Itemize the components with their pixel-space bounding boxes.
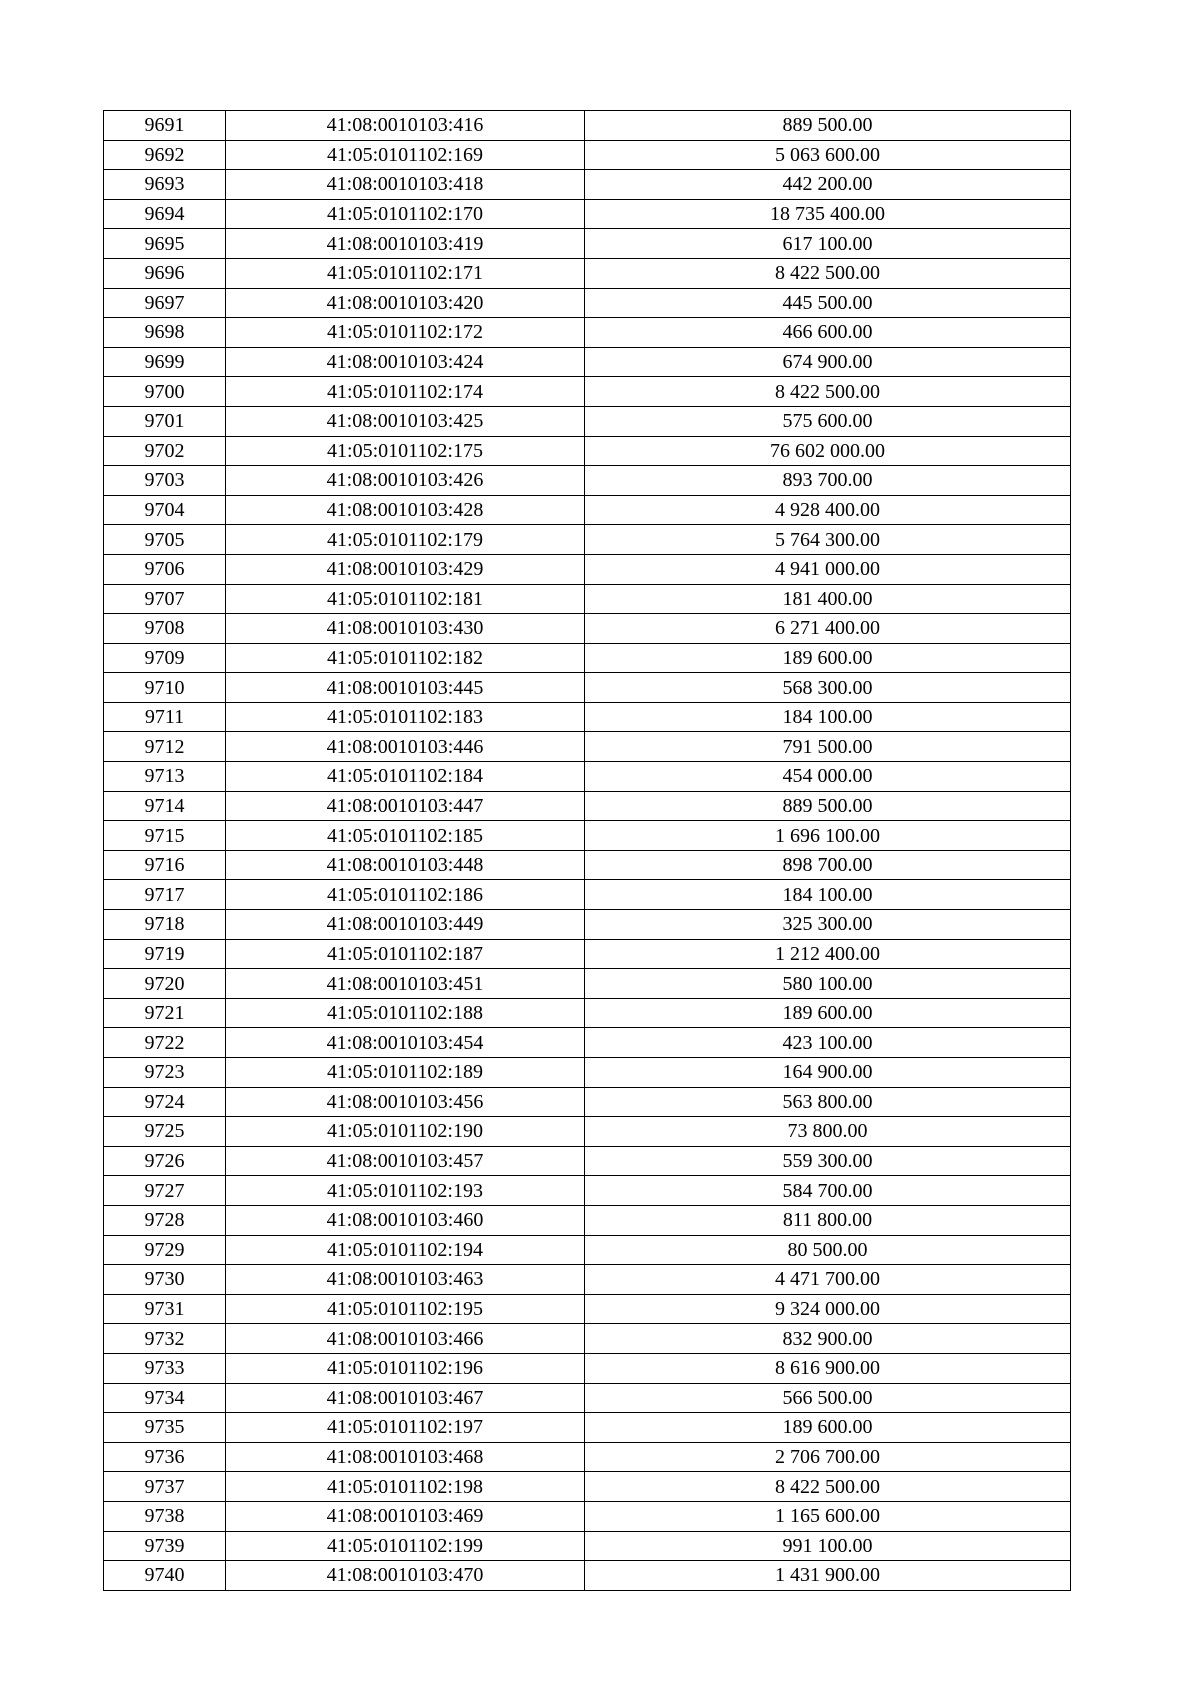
table-row [104,850,1071,880]
cadastral-value-cell: 189 600.00 [585,998,1071,1028]
row-number-cell: 9715 [104,821,226,851]
cadastral-value-cell: 164 900.00 [585,1058,1071,1088]
row-number-cell: 9721 [104,998,226,1028]
row-number-cell: 9694 [104,199,226,229]
table-row [104,1087,1071,1117]
table-row [104,1028,1071,1058]
cadastral-value-cell: 423 100.00 [585,1028,1071,1058]
cadastral-value-cell: 575 600.00 [585,406,1071,436]
table-row [104,199,1071,229]
cadastral-number-cell: 41:08:0010103:420 [226,288,585,318]
row-number-cell: 9732 [104,1324,226,1354]
cadastral-number-cell: 41:05:0101102:170 [226,199,585,229]
row-number-cell: 9716 [104,850,226,880]
cadastral-number-cell: 41:08:0010103:445 [226,673,585,703]
cadastral-number-cell: 41:08:0010103:457 [226,1146,585,1176]
cadastral-value-cell: 889 500.00 [585,791,1071,821]
table-row [104,880,1071,910]
cadastral-number-cell: 41:05:0101102:190 [226,1117,585,1147]
row-number-cell: 9740 [104,1561,226,1591]
table-row [104,1531,1071,1561]
row-number-cell: 9692 [104,140,226,170]
cadastral-number-cell: 41:08:0010103:470 [226,1561,585,1591]
row-number-cell: 9695 [104,229,226,259]
cadastral-value-cell: 2 706 700.00 [585,1442,1071,1472]
cadastral-value-cell: 566 500.00 [585,1383,1071,1413]
table-row [104,377,1071,407]
row-number-cell: 9723 [104,1058,226,1088]
table-row [104,702,1071,732]
cadastral-number-cell: 41:05:0101102:187 [226,939,585,969]
row-number-cell: 9737 [104,1472,226,1502]
cadastral-number-cell: 41:08:0010103:424 [226,347,585,377]
table-row [104,1176,1071,1206]
cadastral-number-cell: 41:08:0010103:429 [226,554,585,584]
table-row [104,258,1071,288]
row-number-cell: 9726 [104,1146,226,1176]
cadastral-value-cell: 674 900.00 [585,347,1071,377]
table-row [104,1324,1071,1354]
cadastral-number-cell: 41:08:0010103:418 [226,170,585,200]
cadastral-value-cell: 181 400.00 [585,584,1071,614]
cadastral-value-cell: 893 700.00 [585,466,1071,496]
row-number-cell: 9722 [104,1028,226,1058]
row-number-cell: 9711 [104,702,226,732]
row-number-cell: 9739 [104,1531,226,1561]
cadastral-value-cell: 76 602 000.00 [585,436,1071,466]
row-number-cell: 9699 [104,347,226,377]
cadastral-value-cell: 8 422 500.00 [585,377,1071,407]
table-row [104,1501,1071,1531]
cadastral-number-cell: 41:08:0010103:454 [226,1028,585,1058]
row-number-cell: 9720 [104,969,226,999]
table-body [104,111,1071,1591]
cadastral-value-cell: 580 100.00 [585,969,1071,999]
table-row [104,732,1071,762]
row-number-cell: 9704 [104,495,226,525]
table-row [104,1442,1071,1472]
cadastral-value-cell: 454 000.00 [585,762,1071,792]
cadastral-number-cell: 41:08:0010103:426 [226,466,585,496]
cadastral-value-cell: 889 500.00 [585,111,1071,141]
cadastral-number-cell: 41:05:0101102:174 [226,377,585,407]
row-number-cell: 9725 [104,1117,226,1147]
cadastral-number-cell: 41:05:0101102:199 [226,1531,585,1561]
row-number-cell: 9697 [104,288,226,318]
table-row [104,1146,1071,1176]
cadastral-value-cell: 898 700.00 [585,850,1071,880]
cadastral-number-cell: 41:05:0101102:182 [226,643,585,673]
table-row [104,1472,1071,1502]
cadastral-value-cell: 811 800.00 [585,1205,1071,1235]
row-number-cell: 9708 [104,614,226,644]
cadastral-number-cell: 41:08:0010103:430 [226,614,585,644]
cadastral-number-cell: 41:05:0101102:172 [226,318,585,348]
table-row [104,1058,1071,1088]
row-number-cell: 9700 [104,377,226,407]
row-number-cell: 9702 [104,436,226,466]
table-row [104,1561,1071,1591]
row-number-cell: 9733 [104,1353,226,1383]
row-number-cell: 9713 [104,762,226,792]
cadastral-number-cell: 41:08:0010103:425 [226,406,585,436]
table-row [104,910,1071,940]
cadastral-number-cell: 41:05:0101102:171 [226,258,585,288]
cadastral-value-cell: 184 100.00 [585,880,1071,910]
table-row [104,436,1071,466]
row-number-cell: 9693 [104,170,226,200]
cadastral-value-cell: 617 100.00 [585,229,1071,259]
row-number-cell: 9691 [104,111,226,141]
row-number-cell: 9710 [104,673,226,703]
table-row [104,229,1071,259]
table-row [104,111,1071,141]
table-row [104,554,1071,584]
row-number-cell: 9705 [104,525,226,555]
cadastral-value-cell: 991 100.00 [585,1531,1071,1561]
cadastral-value-cell: 189 600.00 [585,1413,1071,1443]
cadastral-number-cell: 41:08:0010103:466 [226,1324,585,1354]
cadastral-value-cell: 442 200.00 [585,170,1071,200]
table-row [104,673,1071,703]
cadastral-number-cell: 41:05:0101102:183 [226,702,585,732]
row-number-cell: 9727 [104,1176,226,1206]
table-row [104,939,1071,969]
table-row [104,140,1071,170]
row-number-cell: 9703 [104,466,226,496]
table-row [104,1205,1071,1235]
row-number-cell: 9719 [104,939,226,969]
cadastral-value-cell: 189 600.00 [585,643,1071,673]
cadastral-value-cell: 1 165 600.00 [585,1501,1071,1531]
row-number-cell: 9730 [104,1265,226,1295]
cadastral-value-cell: 6 271 400.00 [585,614,1071,644]
row-number-cell: 9729 [104,1235,226,1265]
cadastral-value-cell: 8 422 500.00 [585,258,1071,288]
cadastral-value-cell: 791 500.00 [585,732,1071,762]
cadastral-number-cell: 41:05:0101102:188 [226,998,585,1028]
table-row [104,525,1071,555]
cadastral-number-cell: 41:08:0010103:447 [226,791,585,821]
cadastral-number-cell: 41:08:0010103:419 [226,229,585,259]
cadastral-value-cell: 832 900.00 [585,1324,1071,1354]
cadastral-number-cell: 41:08:0010103:456 [226,1087,585,1117]
cadastral-number-cell: 41:08:0010103:469 [226,1501,585,1531]
cadastral-value-cell: 80 500.00 [585,1235,1071,1265]
cadastral-number-cell: 41:05:0101102:184 [226,762,585,792]
row-number-cell: 9736 [104,1442,226,1472]
cadastral-number-cell: 41:05:0101102:195 [226,1294,585,1324]
cadastral-number-cell: 41:08:0010103:460 [226,1205,585,1235]
cadastral-number-cell: 41:05:0101102:193 [226,1176,585,1206]
cadastral-number-cell: 41:08:0010103:468 [226,1442,585,1472]
table-row [104,1413,1071,1443]
table-row [104,998,1071,1028]
table-row [104,1383,1071,1413]
table-row [104,318,1071,348]
cadastral-value-cell: 18 735 400.00 [585,199,1071,229]
cadastral-value-cell: 5 764 300.00 [585,525,1071,555]
row-number-cell: 9712 [104,732,226,762]
cadastral-number-cell: 41:08:0010103:449 [226,910,585,940]
row-number-cell: 9718 [104,910,226,940]
cadastral-number-cell: 41:05:0101102:181 [226,584,585,614]
row-number-cell: 9696 [104,258,226,288]
table-row [104,584,1071,614]
table-row [104,791,1071,821]
table-row [104,614,1071,644]
cadastral-value-cell: 466 600.00 [585,318,1071,348]
cadastral-value-cell: 184 100.00 [585,702,1071,732]
table-row [104,466,1071,496]
table-row [104,762,1071,792]
row-number-cell: 9728 [104,1205,226,1235]
cadastral-value-cell: 563 800.00 [585,1087,1071,1117]
cadastral-number-cell: 41:05:0101102:198 [226,1472,585,1502]
cadastral-number-cell: 41:08:0010103:467 [226,1383,585,1413]
table-row [104,969,1071,999]
table-row [104,406,1071,436]
row-number-cell: 9734 [104,1383,226,1413]
cadastral-number-cell: 41:08:0010103:446 [226,732,585,762]
cadastral-number-cell: 41:08:0010103:451 [226,969,585,999]
cadastral-value-cell: 1 212 400.00 [585,939,1071,969]
row-number-cell: 9731 [104,1294,226,1324]
cadastral-number-cell: 41:05:0101102:179 [226,525,585,555]
table-row [104,1265,1071,1295]
cadastral-value-cell: 73 800.00 [585,1117,1071,1147]
row-number-cell: 9738 [104,1501,226,1531]
cadastral-value-cell: 9 324 000.00 [585,1294,1071,1324]
row-number-cell: 9717 [104,880,226,910]
cadastral-number-cell: 41:05:0101102:186 [226,880,585,910]
row-number-cell: 9724 [104,1087,226,1117]
cadastral-number-cell: 41:08:0010103:463 [226,1265,585,1295]
table-row [104,643,1071,673]
row-number-cell: 9706 [104,554,226,584]
cadastral-value-cell: 568 300.00 [585,673,1071,703]
cadastral-value-cell: 1 431 900.00 [585,1561,1071,1591]
cadastral-number-cell: 41:05:0101102:196 [226,1353,585,1383]
cadastral-number-cell: 41:05:0101102:189 [226,1058,585,1088]
cadastral-value-cell: 5 063 600.00 [585,140,1071,170]
table-row [104,347,1071,377]
cadastral-value-cell: 4 928 400.00 [585,495,1071,525]
table-row [104,1353,1071,1383]
cadastral-number-cell: 41:05:0101102:197 [226,1413,585,1443]
row-number-cell: 9701 [104,406,226,436]
row-number-cell: 9698 [104,318,226,348]
cadastral-number-cell: 41:08:0010103:428 [226,495,585,525]
cadastral-value-cell: 8 422 500.00 [585,1472,1071,1502]
cadastral-value-cell: 4 471 700.00 [585,1265,1071,1295]
table-row [104,170,1071,200]
cadastral-value-cell: 445 500.00 [585,288,1071,318]
cadastral-value-cell: 8 616 900.00 [585,1353,1071,1383]
cadastral-number-cell: 41:05:0101102:194 [226,1235,585,1265]
table-row [104,1235,1071,1265]
cadastral-number-cell: 41:08:0010103:416 [226,111,585,141]
row-number-cell: 9735 [104,1413,226,1443]
row-number-cell: 9709 [104,643,226,673]
table-row [104,1117,1071,1147]
cadastral-value-cell: 1 696 100.00 [585,821,1071,851]
cadastral-value-cell: 584 700.00 [585,1176,1071,1206]
cadastral-value-cell: 4 941 000.00 [585,554,1071,584]
cadastral-number-cell: 41:05:0101102:185 [226,821,585,851]
cadastral-value-cell: 559 300.00 [585,1146,1071,1176]
table-row [104,1294,1071,1324]
table-row [104,495,1071,525]
row-number-cell: 9714 [104,791,226,821]
row-number-cell: 9707 [104,584,226,614]
cadastral-value-cell: 325 300.00 [585,910,1071,940]
cadastral-number-cell: 41:08:0010103:448 [226,850,585,880]
table-row [104,288,1071,318]
cadastral-number-cell: 41:05:0101102:169 [226,140,585,170]
cadastral-number-cell: 41:05:0101102:175 [226,436,585,466]
cadastral-value-table [103,110,1071,1591]
table-row [104,821,1071,851]
